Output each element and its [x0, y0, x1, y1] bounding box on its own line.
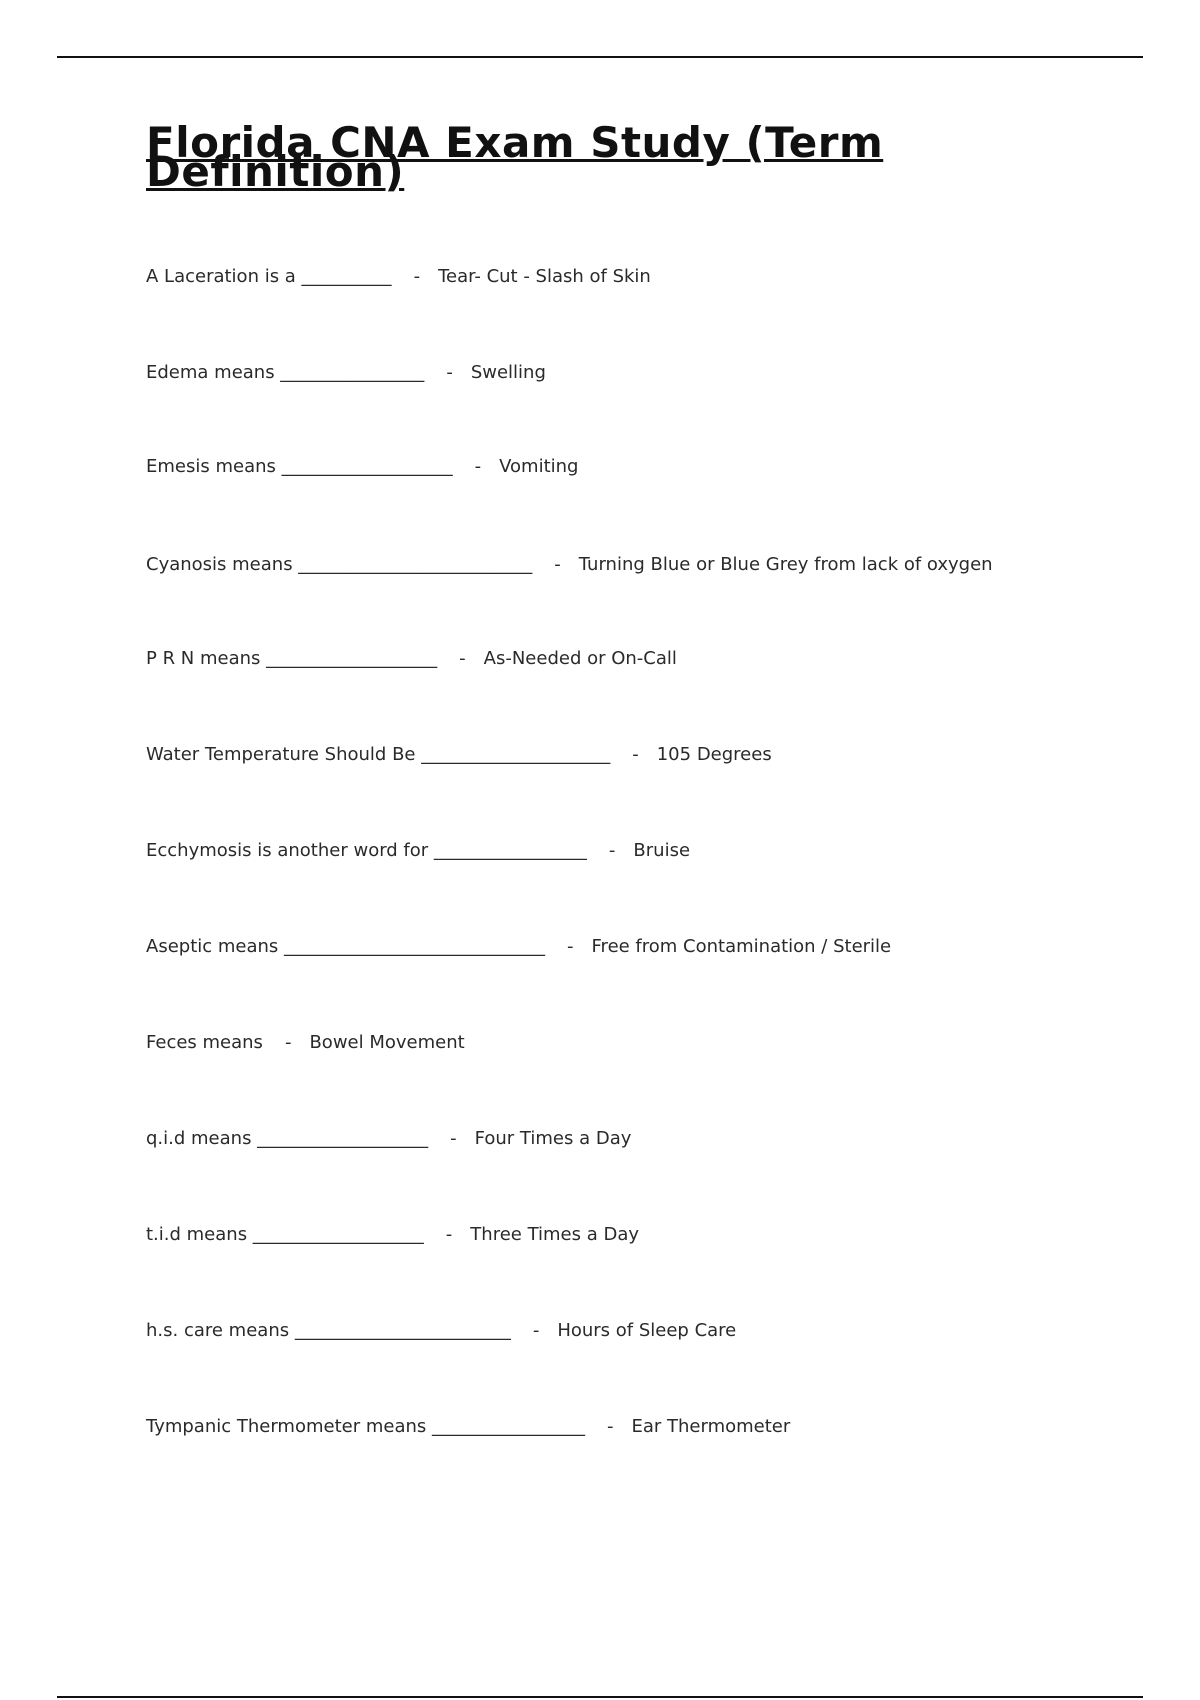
dash-separator: - — [445, 1224, 453, 1245]
dash-separator: - — [532, 1320, 540, 1341]
term-definition: As-Needed or On-Call — [483, 648, 677, 669]
term-definition-list — [146, 266, 1106, 1512]
dash-separator: - — [474, 456, 482, 477]
term-definition: Vomiting — [499, 456, 579, 477]
term-prompt: Feces means — [146, 1032, 263, 1053]
dash-separator: - — [554, 554, 561, 575]
list-item — [146, 840, 1106, 936]
list-item — [146, 936, 1106, 1032]
term-definition: 105 Degrees — [656, 744, 772, 765]
term-definition: Free from Contamination / Sterile — [591, 936, 892, 957]
list-item — [146, 266, 1106, 362]
term-prompt: q.i.d means ___________________ — [146, 1128, 429, 1149]
dash-separator: - — [450, 1128, 457, 1149]
term-prompt: Water Temperature Should Be _____________________ — [146, 744, 611, 765]
list-item — [146, 648, 1106, 744]
dash-separator: - — [284, 1032, 292, 1053]
dash-separator: - — [413, 266, 421, 287]
list-item — [146, 1320, 1106, 1416]
list-item — [146, 362, 1106, 456]
list-item — [146, 1416, 1106, 1512]
page-title: Florida CNA Exam Study (Term Definition) — [146, 118, 884, 196]
term-prompt: Cyanosis means __________________________ — [146, 554, 533, 575]
term-prompt: A Laceration is a __________ — [146, 266, 392, 287]
term-definition: Four Times a Day — [474, 1128, 632, 1149]
term-prompt: Emesis means ___________________ — [146, 456, 453, 477]
term-prompt: Aseptic means _____________________________ — [146, 936, 546, 957]
term-definition: Turning Blue or Blue Grey from lack of oxygen — [578, 554, 993, 575]
dash-separator: - — [567, 936, 574, 957]
term-definition: Three Times a Day — [470, 1224, 640, 1245]
list-item — [146, 744, 1106, 840]
term-prompt: Edema means ________________ — [146, 362, 425, 383]
term-prompt: t.i.d means ___________________ — [146, 1224, 424, 1245]
term-prompt: h.s. care means ________________________ — [146, 1320, 511, 1341]
list-item — [146, 456, 1106, 554]
term-prompt: Tympanic Thermometer means _________________ — [146, 1416, 585, 1437]
list-item — [146, 1224, 1106, 1320]
term-definition: Swelling — [470, 362, 546, 383]
list-item — [146, 1032, 1106, 1128]
dash-separator: - — [446, 362, 453, 383]
list-item — [146, 1128, 1106, 1224]
dash-separator: - — [606, 1416, 614, 1437]
dash-separator: - — [608, 840, 616, 861]
term-definition: Hours of Sleep Care — [557, 1320, 737, 1341]
term-prompt: Ecchymosis is another word for _________________ — [146, 840, 587, 861]
dash-separator: - — [632, 744, 639, 765]
term-definition: Tear- Cut - Slash of Skin — [438, 266, 651, 287]
page-bottom-rule — [57, 1696, 1143, 1698]
dash-separator: - — [459, 648, 466, 669]
page-top-rule — [57, 56, 1143, 58]
term-prompt: P R N means ___________________ — [146, 648, 438, 669]
list-item — [146, 554, 1106, 648]
term-definition: Bruise — [633, 840, 691, 861]
term-definition: Ear Thermometer — [631, 1416, 791, 1437]
term-definition: Bowel Movement — [309, 1032, 465, 1053]
